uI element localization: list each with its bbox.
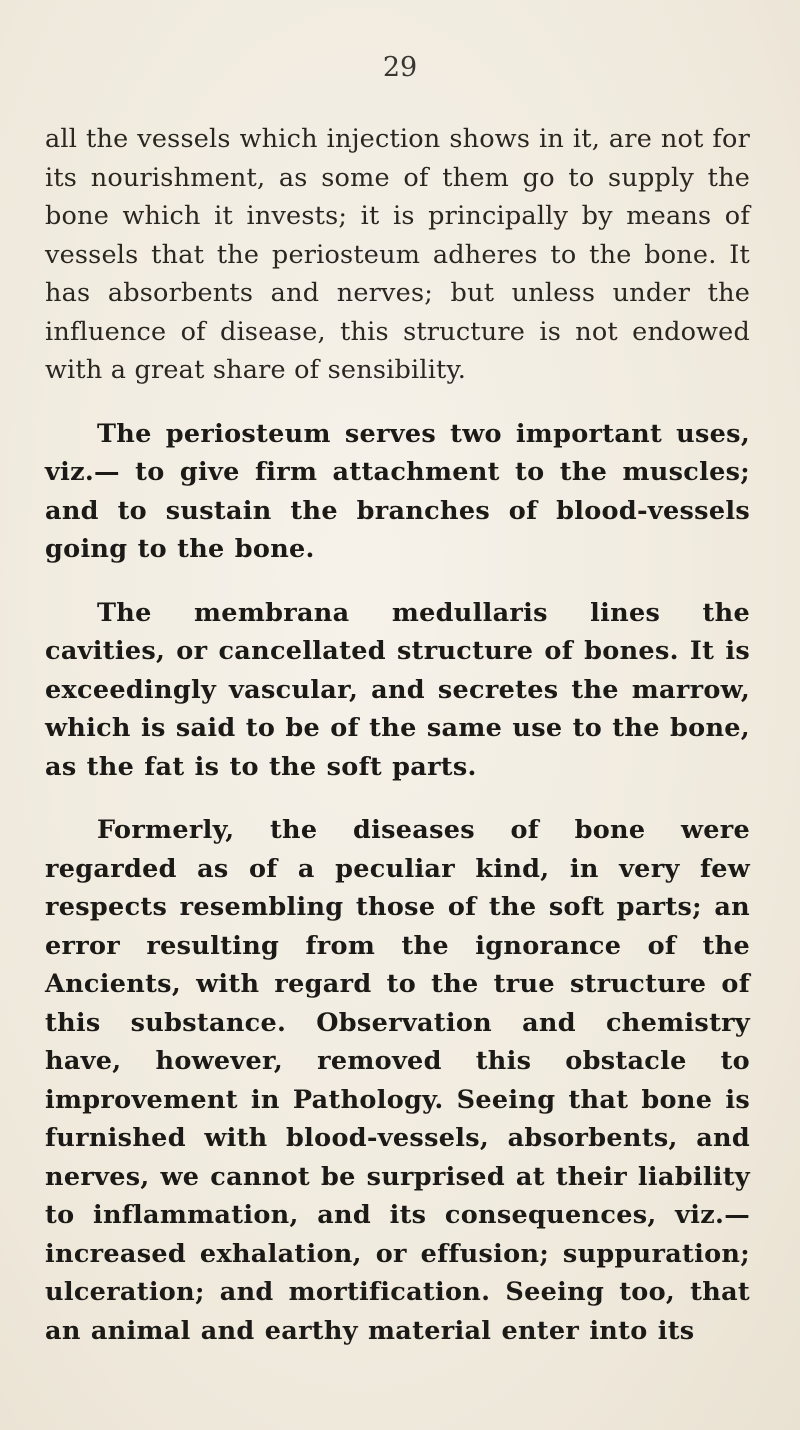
paragraph-membrana-medullaris: The membrana medullaris lines the cavities, or cancellated structure of bones. It is exceedingly vascular, and secretes the marrow, which is said to be of the same use to the bone, as the fat is to the soft parts. <box>45 597 750 782</box>
page-number: 29 <box>382 52 418 83</box>
body-text <box>45 120 750 1375</box>
paragraph-periosteum-uses: The periosteum serves two important uses, viz.— to give firm attachment to the muscles; and to sustain the branches of blood-vessels going to the bone. <box>45 418 750 564</box>
paragraph-diseases-of-bone: Formerly, the diseases of bone were regarded as of a peculiar kind, in very few respects resembling those of the soft parts; an error resulting from the ignorance of the Ancients, with regard to the true structure of this substance. Observation and chemistry have, however, removed this obstacle to improvement in Pathology. Seeing that bone is furnished with blood-vessels, absorbents, and nerves, we cannot be surprised at their liability to inflammation, and its consequences, viz.—increased exhalation, or effusion; suppuration; ulceration; and mortification. Seeing too, that an animal and earthy material enter into its <box>45 815 750 1346</box>
paragraph-continuation: all the vessels which injection shows in it, are not for its nourishment, as some of them go to supply the bone which it invests; it is principally by means of vessels that the periosteum adheres to the bone. It has absorbents and nerves; but unless under the influence of disease, this structure is not endowed with a great share of sensibility. <box>45 124 750 385</box>
